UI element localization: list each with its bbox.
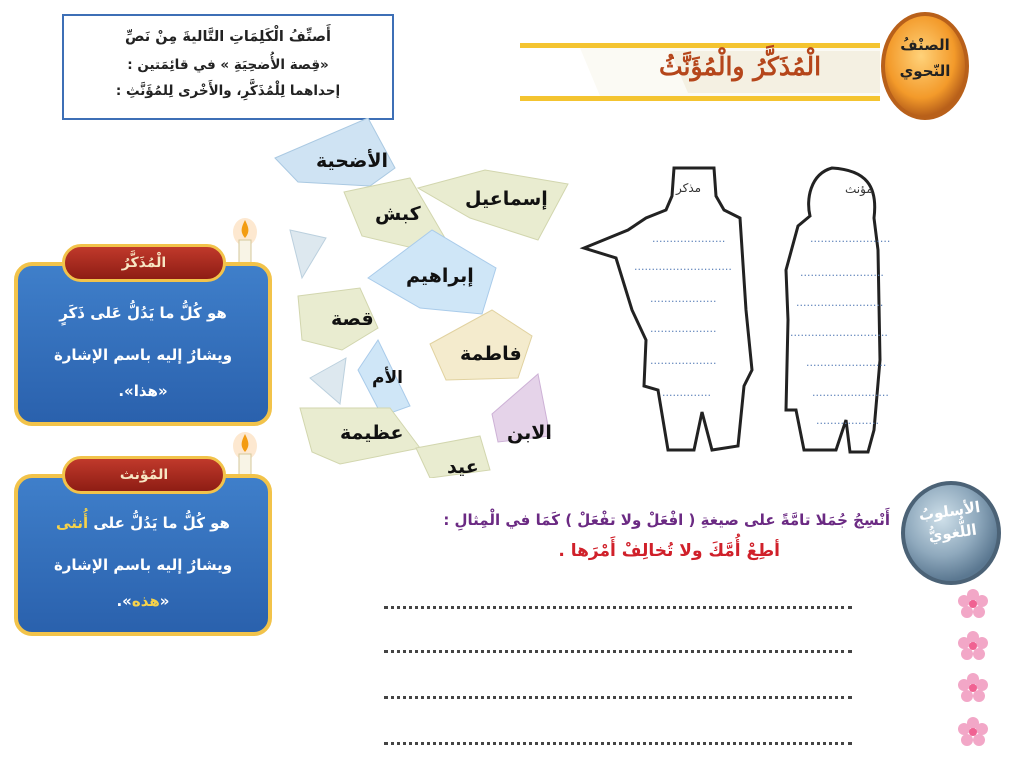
male-label: مذكر	[676, 181, 702, 195]
instruction-line-3: إحداهما لِلْمُذَكَّرِ، والأَخْرى لِلمُؤَنَّثِ :	[115, 83, 341, 99]
female-blank-4[interactable]: ............................	[790, 326, 888, 339]
masc-def-line-1: هو كُلُّ ما يَدُلُّ عَلى ذَكَرٍ	[59, 304, 227, 322]
fem-def-line-1	[18, 502, 268, 544]
male-figure	[584, 168, 752, 450]
fem-quote-open: «	[159, 592, 170, 610]
word-fatima[interactable]: فاطمة	[460, 343, 522, 365]
answer-line-1[interactable]	[384, 592, 852, 609]
female-blank-1[interactable]: .......................	[810, 232, 891, 245]
male-blank-3[interactable]: ...................	[650, 292, 717, 305]
female-blank-2[interactable]: ........................	[800, 266, 884, 279]
fem-def-line-2: ويشارُ إليه باسم الإشارة	[53, 556, 233, 574]
male-blank-4[interactable]: ...................	[650, 322, 717, 335]
female-blank-3[interactable]: .........................	[796, 296, 884, 309]
male-blank-1[interactable]: .....................	[652, 232, 726, 245]
feminine-card-title: المُؤنث	[62, 456, 226, 494]
masc-def-line-2: ويشارُ إليه باسم الإشارة	[53, 346, 233, 364]
word-kabsh[interactable]: كبش	[375, 203, 421, 225]
fem-def-line-3	[18, 586, 268, 616]
instruction-line-2: «قِصة الأُضحِيَةِ » في قائِمَتين :	[127, 57, 329, 73]
fem-demonstrative: هذه	[131, 592, 160, 610]
female-blank-5[interactable]: .......................	[806, 356, 887, 369]
answer-line-4[interactable]	[384, 728, 852, 745]
lesson-title: الْمُذَكَّرُ والْمُؤَنَّثُ	[658, 52, 822, 81]
female-blank-6[interactable]: ......................	[812, 386, 889, 399]
style-instruction: أَنْسِجُ جُمَلا تامَّةً على صيغةِ ( افْعَلْ ولا تفْعَلْ ) كَمَا في الْمِثالِ :	[443, 511, 890, 529]
masculine-card-title: الْمُذَكَّرُ	[62, 244, 226, 282]
instruction-line-1: أَصنِّفُ الْكَلِمَاتِ التَّاليةَ مِنْ نَصِّ	[124, 29, 332, 45]
male-blank-6[interactable]: ..............	[662, 386, 711, 399]
flower-icon	[955, 670, 991, 706]
style-badge-line-1: الأسلوبُ	[917, 497, 982, 525]
female-figure	[786, 168, 880, 452]
word-eid[interactable]: عيد	[447, 456, 479, 478]
fem-def-keyword: أُنثى	[56, 514, 89, 532]
word-ismail[interactable]: إسماعيل	[465, 188, 548, 210]
word-ibn[interactable]: الابن	[507, 422, 552, 444]
word-umm[interactable]: الأم	[372, 368, 403, 388]
masc-def-line-3: «هذا».	[118, 382, 168, 400]
masculine-card	[14, 262, 272, 426]
answer-line-2[interactable]	[384, 636, 852, 653]
word-qissa[interactable]: قصة	[331, 308, 374, 330]
word-ibrahim[interactable]: إبراهيم	[406, 265, 474, 287]
grammar-badge-label	[878, 32, 972, 84]
male-blank-5[interactable]: ...................	[650, 354, 717, 367]
style-badge-line-2: اللُّغويُّ	[927, 520, 978, 546]
fem-quote-close: ».	[116, 592, 132, 610]
badge-line-1: الصنْفُ	[900, 36, 950, 54]
female-blank-7[interactable]: ..................	[816, 414, 879, 427]
fem-def-line-1a: هو كُلُّ ما يَدُلُّ على	[93, 514, 230, 532]
feminine-card	[14, 474, 272, 636]
word-adhiya[interactable]: الأضحية	[316, 150, 388, 172]
instruction-box	[62, 14, 394, 120]
flower-icon	[955, 628, 991, 664]
female-label: مؤنث	[845, 182, 873, 196]
answer-line-3[interactable]	[384, 682, 852, 699]
style-example: أطِعْ أُمَّكَ ولا تُخالِفْ أَمْرَها .	[558, 541, 780, 561]
badge-line-2: النّحوي	[899, 62, 951, 80]
male-blank-2[interactable]: ............................	[634, 260, 732, 273]
flower-icon	[955, 586, 991, 622]
word-azima[interactable]: عظيمة	[340, 422, 404, 444]
flower-icon	[955, 714, 991, 750]
